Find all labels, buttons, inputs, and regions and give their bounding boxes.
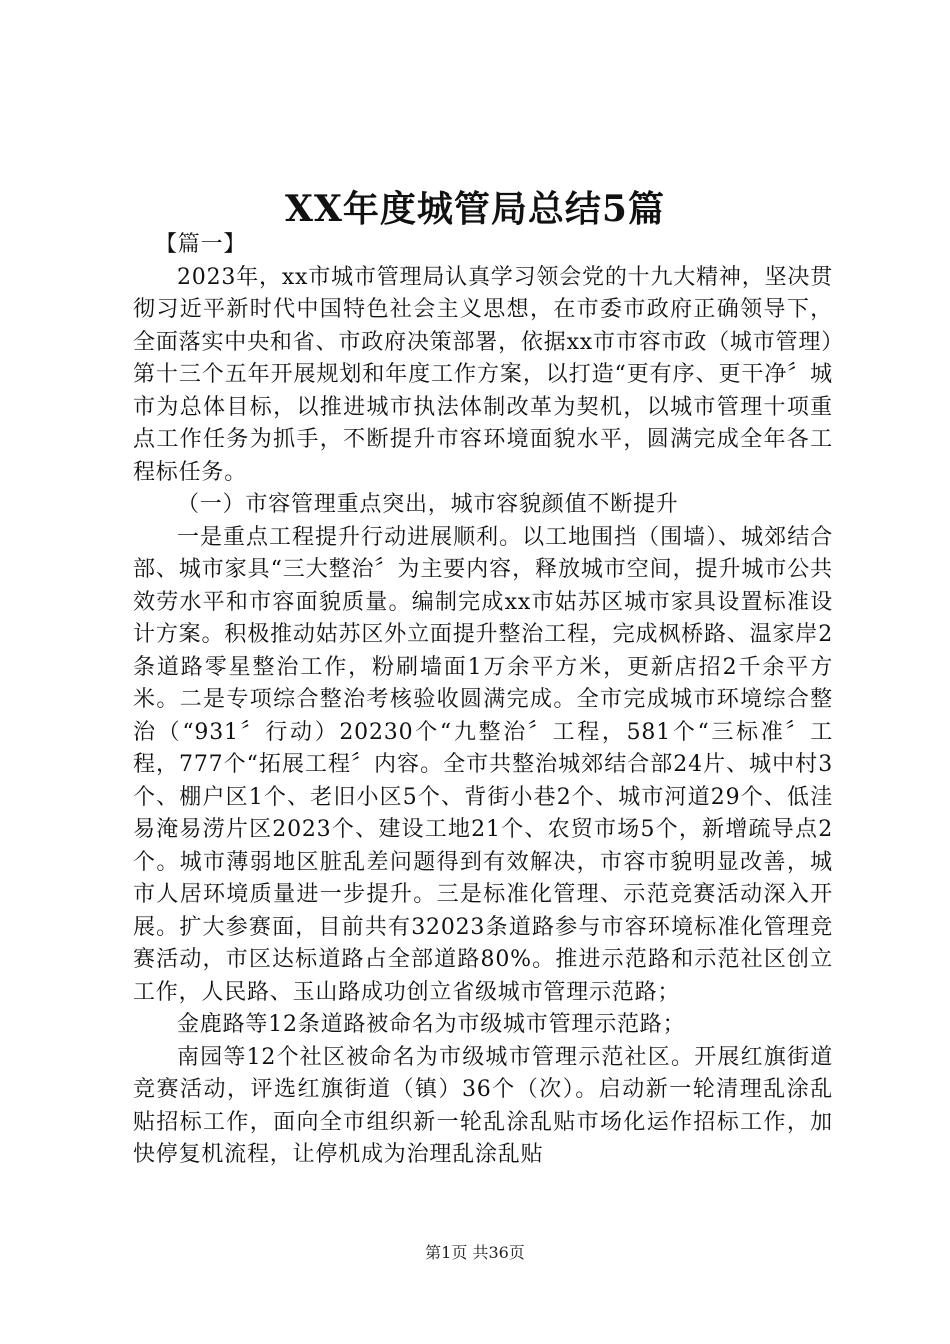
document-title: XX年度城管局总结5篇 xyxy=(285,188,665,230)
document-body xyxy=(133,229,833,1172)
section-label: 【篇一】 xyxy=(155,232,247,257)
paragraph-intro: 2023年，xx市城市管理局认真学习领会党的十九大精神，坚决贯彻习近平新时代中国特色社会主义思想，在市委市政府正确领导下，全面落实中央和省、市政府决策部署，依据xx市市容市政（城市管理）第十三个五年开展规划和年度工作方案，以打造“更有序、更干净〞城市为总体目标，以推进城市执法体制改革为契机，以城市管理十项重点工作任务为抓手，不断提升市容环境面貌水平，圆满完成全年各工程标任务。 xyxy=(133,264,833,485)
paragraph-subheading: （一）市容管理重点突出，城市容貌颜值不断提升 xyxy=(177,492,679,517)
page-number: 第1页 共36页 xyxy=(425,1243,525,1262)
paragraph-demo-roads: 金鹿路等12条道路被命名为市级城市管理示范路； xyxy=(177,1012,686,1037)
paragraph-demo-communities: 南园等12个社区被命名为市级城市管理示范社区。开展红旗街道竞赛活动，评选红旗街道（镇）36个（次）。启动新一轮清理乱涂乱贴招标工作，面向全市组织新一轮乱涂乱贴市场化运作招标工作，加快停复机流程，让停机成为治理乱涂乱贴 xyxy=(133,1044,833,1167)
paragraph-details: 一是重点工程提升行动进展顺利。以工地围挡（围墙）、城郊结合部、城市家具“三大整治〞为主要内容，释放城市空间，提升城市公共效劳水平和市容面貌质量。编制完成xx市姑苏区城市家具设置标准设计方案。积极推动姑苏区外立面提升整治工程，完成枫桥路、温家岸2条道路零星整治工作，粉刷墙面1万余平方米，更新店招2千余平方米。二是专项综合整治考核验收圆满完成。全市完成城市环境综合整治（“931〞行动）20230个“九整治〞工程，581个“三标准〞工程，777个“拓展工程〞内容。全市共整治城郊结合部24片、城中村3个、棚户区1个、老旧小区5个、背街小巷2个、城市河道29个、低洼易淹易涝片区2023个、建设工地21个、农贸市场5个，新增疏导点2个。城市薄弱地区脏乱差问题得到有效解决，市容市貌明显改善，城市人居环境质量进一步提升。三是标准化管理、示范竞赛活动深入开展。扩大参赛面，目前共有32023条道路参与市容环境标准化管理竞赛活动，市区达标道路占全部道路80%。推进示范路和示范社区创立工作，人民路、玉山路成功创立省级城市管理示范路； xyxy=(133,524,833,1005)
